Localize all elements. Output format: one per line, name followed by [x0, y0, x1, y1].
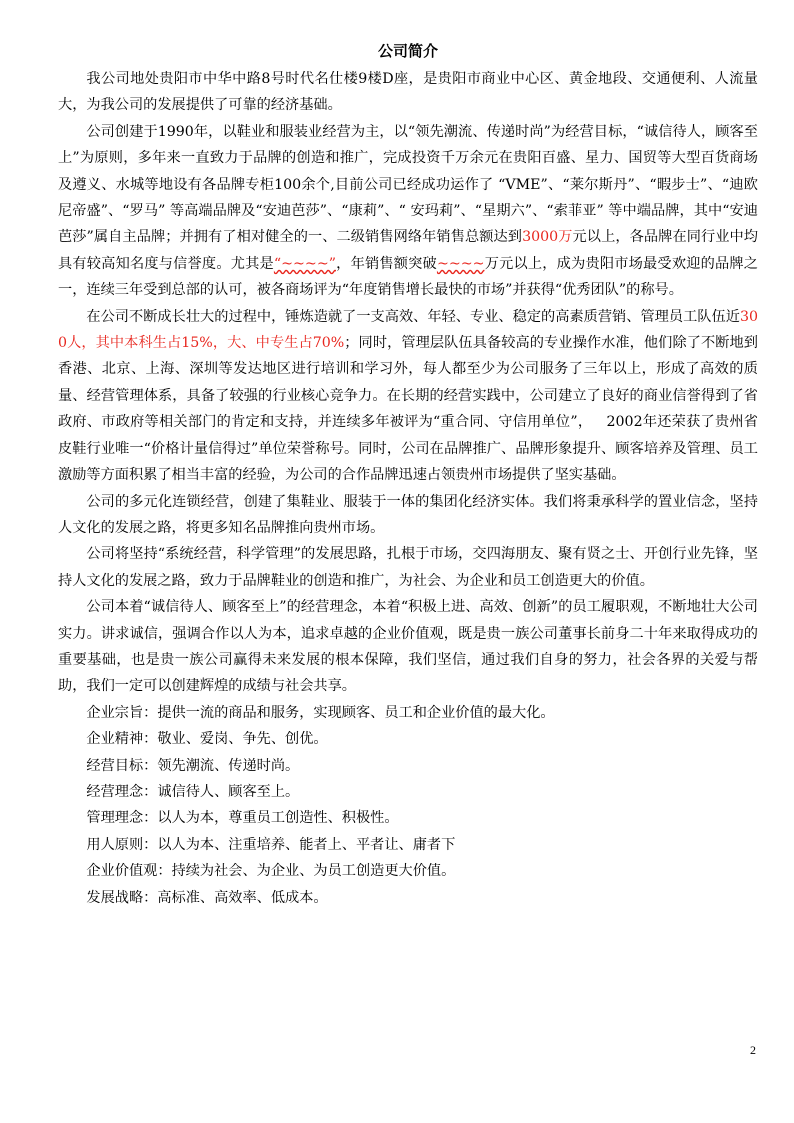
- placeholder-amount-squiggle: ~~~~: [436, 255, 485, 272]
- sales-amount-highlight: 3000万: [522, 229, 573, 246]
- placeholder-brand-squiggle: “~~~~”: [273, 255, 336, 272]
- paragraph-history-text-b: 元以上，各品牌在同行业中均具有较高知名度与信誉度。尤其是: [58, 229, 758, 272]
- document-body: [58, 38, 758, 911]
- paragraph-location: 我公司地处贵阳市中华中路8号时代名仕楼9楼D座，是贵阳市商业中心区、黄金地段、交通便利、人流量大，为我公司的发展提供了可靠的经济基础。: [58, 71, 758, 114]
- paragraph-history-text-c: ，年销售额突破: [335, 255, 437, 272]
- paragraph-diversification: 公司的多元化连锁经营，创建了集鞋业、服装于一体的集团化经济实体。我们将秉承科学的置业信念，坚持人文化的发展之路，将更多知名品牌推向贵州市场。: [58, 493, 758, 536]
- paragraph-strategy: 公司将坚持“系统经营，科学管理”的发展思路，扎根于市场，交四海朋友、聚有贤之士、开创行业先锋，坚持人文化的发展之路，致力于品牌鞋业的创造和推广，为社会、为企业和员工创造更大的价值。: [58, 546, 758, 589]
- page-number: 2: [750, 1043, 756, 1057]
- paragraph-team-text-b: ；同时，管理层队伍具备较高的专业操作水准，他们除了不断地到香港、北京、上海、深圳等发达地区进行培训和学习外，每人都至少为公司服务了三年以上，形成了高效的质量、经营管理体系，具备了较强的行业核心竞争力。在长期的经营实践中，公司建立了良好的商业信誉得到了省政府、市政府等相关部门的肯定和支持，并连续多年被评为“重合同、守信用单位”， 2002年还荣获了贵州省皮鞋行业唯一“价格计量信得过”单位荣誉称号。同时，公司在品牌推广、品牌形象提升、顾客培养及管理、员工激励等方面积累了相当丰富的经验，为公司的合作品牌迅速占领贵州市场提供了坚实基础。: [58, 335, 758, 484]
- motto-development-strategy: 发展战略：高标准、高效率、低成本。: [86, 889, 328, 906]
- paragraph-history: [58, 119, 758, 304]
- motto-business-goal: 经营目标：领先潮流、传递时尚。: [86, 757, 300, 774]
- motto-spirit: 企业精神：敬业、爱岗、争先、创优。: [86, 731, 328, 748]
- page-title: 公司简介: [377, 42, 438, 60]
- motto-purpose: 企业宗旨：提供一流的商品和服务，实现顾客、员工和企业价值的最大化。: [86, 704, 555, 721]
- paragraph-team: [58, 304, 758, 489]
- staff-stats-highlight: 300人，其中本科生占15%，大、中专生占70%: [58, 308, 758, 352]
- motto-hiring-principle: 用人原则：以人为本、注重培养、能者上、平者让、庸者下: [86, 836, 456, 853]
- paragraph-history-text-a: 公司创建于1990年，以鞋业和服装业经营为主，以“领先潮流、传递时尚”为经营目标，“诚信待人，顾客至上”为原则，多年来一直致力于品牌的创造和推广，完成投资千万余元在贵阳百盛、星力、国贸等大型百货商场及遵义、水城等地设有各品牌专柜100余个,目前公司已经成功运作了 “VME”、“莱尔斯丹”、“暇步士”、“迪欧尼帝盛”、“罗马” 等高端品牌及“安迪芭莎”、“康莉”、“ 安玛莉”、“星期六”、“索菲亚” 等中端品牌，其中“安迪芭莎”属自主品牌；并拥有了相对健全的一、二级销售网络年销售总额达到: [58, 123, 758, 246]
- motto-business-philosophy: 经营理念：诚信待人、顾客至上。: [86, 783, 300, 800]
- paragraph-team-text-a: 在公司不断成长壮大的过程中，锤炼造就了一支高效、年轻、专业、稳定的高素质营销、管理员工队伍近: [86, 308, 740, 325]
- paragraph-history-text-d: 万元以上，成为贵阳市场最受欢迎的品牌之一，连续三年受到总部的认可，被各商场评为“年度销售增长最快的市场”并获得“优秀团队”的称号。: [58, 255, 758, 299]
- motto-corporate-values: 企业价值观：持续为社会、为企业、为员工创造更大价值。: [86, 863, 456, 880]
- paragraph-philosophy: 公司本着“诚信待人、顾客至上”的经营理念，本着“积极上进、高效、创新”的员工履职观，不断地壮大公司实力。讲求诚信，强调合作以人为本，追求卓越的企业价值观，既是贵一族公司董事长前身二十年来取得成功的重要基础，也是贵一族公司赢得未来发展的根本保障，我们坚信，通过我们自身的努力，社会各界的关爱与帮助，我们一定可以创建辉煌的成绩与社会共享。: [58, 599, 758, 695]
- motto-management-philosophy: 管理理念：以人为本，尊重员工创造性、积极性。: [86, 810, 399, 827]
